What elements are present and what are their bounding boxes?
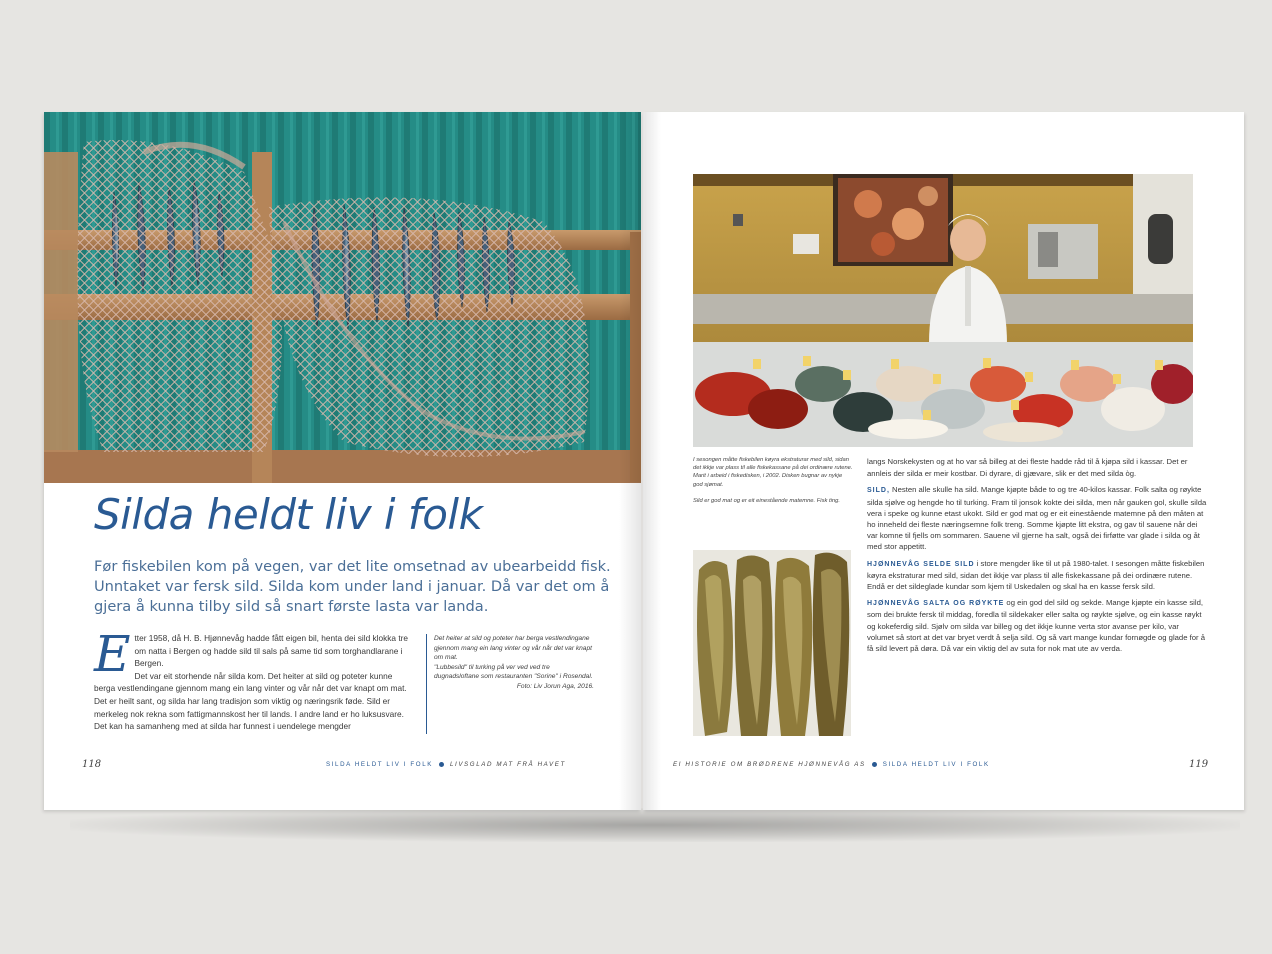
quote-text: Det heiter at sild og poteter har berga vestlendingane gjennom mang ein lang vinter og vår når det var knapt om mat. bbox=[434, 635, 592, 662]
body-paragraph bbox=[867, 558, 1207, 593]
paragraph-text: og ein god del sild og sekde. Mange kjøpte ein kasse sild, som dei brukte fersk til middag, foredla til sildekaker eller salta og røykte sjølve, og ein kasse røykt og kokeferdig sild. Sjølv om silda var billeg og det ikkje kunne verta stor avanse per kilo, var volumet så stort at det var bryet verdt å selja sild. Og så vart mange kundar fornøgde og glade for å få sild levert på døra. Då var ein viktig del av suta for nok mat ute av verda. bbox=[867, 598, 1205, 654]
body-paragraph bbox=[867, 484, 1207, 552]
gutter-shade bbox=[619, 112, 641, 810]
body-paragraph bbox=[867, 456, 1207, 479]
photo-credit: Foto: Liv Jorun Aga, 2016. bbox=[516, 682, 594, 690]
page-number-left: 118 bbox=[82, 759, 102, 770]
caption-text: Sild er god mat og er eit einestående matemne. Fisk ting. bbox=[693, 497, 840, 504]
running-head-left bbox=[326, 761, 566, 768]
lead-in: SILD, bbox=[867, 487, 890, 495]
paragraph-text: Nesten alle skulle ha sild. Mange kjøpte både to og tre 40-kilos kassar. Folk salta og røykte silda sjølve og hengde ho til turking. Fram til jonsok kokte dei silda, men når gauken gol, skulle silda vera i speke og kunne etast ukokt. Sild er god mat og er eit einestående matemne på den måten at ho inneheld dei fleste næringsemne folk treng. Somme kjøpte litt ekstra, og gav til sauene når dei var komne til fjells om sommaren. Sauene vil gjerne ha salt, også dei firføtte var glade i silda og åt med stor appetitt. bbox=[867, 485, 1207, 552]
running-head-title: SILDA HELDT LIV I FOLK bbox=[882, 761, 990, 768]
left-page bbox=[44, 112, 641, 810]
body-column bbox=[94, 625, 412, 733]
running-head-right bbox=[673, 761, 990, 768]
body-paragraph bbox=[867, 597, 1207, 654]
running-head-series: LIVSGLAD MAT FRÅ HAVET bbox=[449, 761, 566, 768]
quote-rule bbox=[426, 634, 427, 734]
paragraph-text: i store mengder like til ut på 1980-talet. I sesongen måtte fiskebilen køyra ekstraturar med sild, sidan det ikkje var plass til alle fiskekassane på dei ordinære rutene. Endå er det sildeglade kundar som kjem til Uskedalen og skal ha en kasse fersk sild. bbox=[867, 558, 1205, 592]
fishing-net-photo-image bbox=[44, 112, 641, 483]
paragraph-text: langs Norskekysten og at ho var så billeg at dei fleste hadde råd til å kjøpa sild i kassar. Det er annleis der silda er meir kostbar. Di dyrare, di gjævare, slik er det med silda òg. bbox=[867, 457, 1188, 479]
fishing-net-photo bbox=[44, 112, 641, 483]
page-number-right: 119 bbox=[1189, 759, 1209, 770]
smoked-herring-photo-image bbox=[693, 550, 851, 736]
right-page bbox=[643, 112, 1244, 810]
body-column-right bbox=[867, 456, 1207, 659]
bullet-icon bbox=[872, 762, 877, 767]
fish-counter-photo bbox=[693, 174, 1193, 447]
lead-paragraph: Før fiskebilen kom på vegen, var det lite omsetnad av ubearbeidd fisk. Unntaket var fersk sild. Silda kom under land i januar. Då var det om å gjera å kunna tilby sild så snart første lasta var landa. bbox=[94, 558, 611, 615]
body-paragraph: Det var eit storhende når silda kom. Det heiter at sild og poteter kunne berga vestlendingane gjennom mang ein lang vinter og vår når det var knapt om mat. Det er heilt sant, og silda har lang tradisjon som viktig og næringsrik føde. Sild er merkeleg nok rekna som fattigmannskost her til lands. I andre land er ho luksusvare. Det kan ha samanheng med at silda har funnest i uendelege mengder bbox=[94, 670, 407, 732]
caption-text: I sesongen måtte fiskebilen køyra ekstraturar med sild, sidan det ikkje var plass til alle fiskekassane på dei ordinære rutene. Marit i arbeid i fiskedisken, i 2002. Disken bugnar av nykje god sjømat. bbox=[693, 457, 853, 488]
running-head-title: SILDA HELDT LIV I FOLK bbox=[326, 761, 433, 768]
quote-caption: "Lubbesild" til turking på ver ved ved tre dugnadsloftane som restauranten "Sorine" i Rosendal. bbox=[434, 663, 593, 681]
lead-in: HJØNNEVÅG SALTA OG RØYKTE bbox=[867, 600, 1005, 608]
fish-counter-photo-image bbox=[693, 174, 1193, 447]
photo-caption bbox=[693, 456, 853, 513]
drop-cap: E bbox=[94, 625, 131, 683]
page-title: Silda heldt liv i folk bbox=[94, 490, 483, 539]
bullet-icon bbox=[439, 762, 444, 767]
body-paragraph: tter 1958, då H. B. Hjønnevåg hadde fått eigen bil, henta dei sild klokka tre om natta i Bergen og hadde sild til sals på same tid som torghandlarane i Bergen. bbox=[134, 633, 409, 669]
lead-in: HJØNNEVÅG SELDE SILD bbox=[867, 560, 975, 568]
spread-shadow bbox=[70, 808, 1240, 842]
gutter-shade bbox=[643, 112, 661, 810]
running-head-series: EI HISTORIE OM BRØDRENE HJØNNEVÅG AS bbox=[673, 761, 866, 768]
side-quote bbox=[434, 634, 594, 692]
smoked-herring-photo bbox=[693, 550, 851, 736]
